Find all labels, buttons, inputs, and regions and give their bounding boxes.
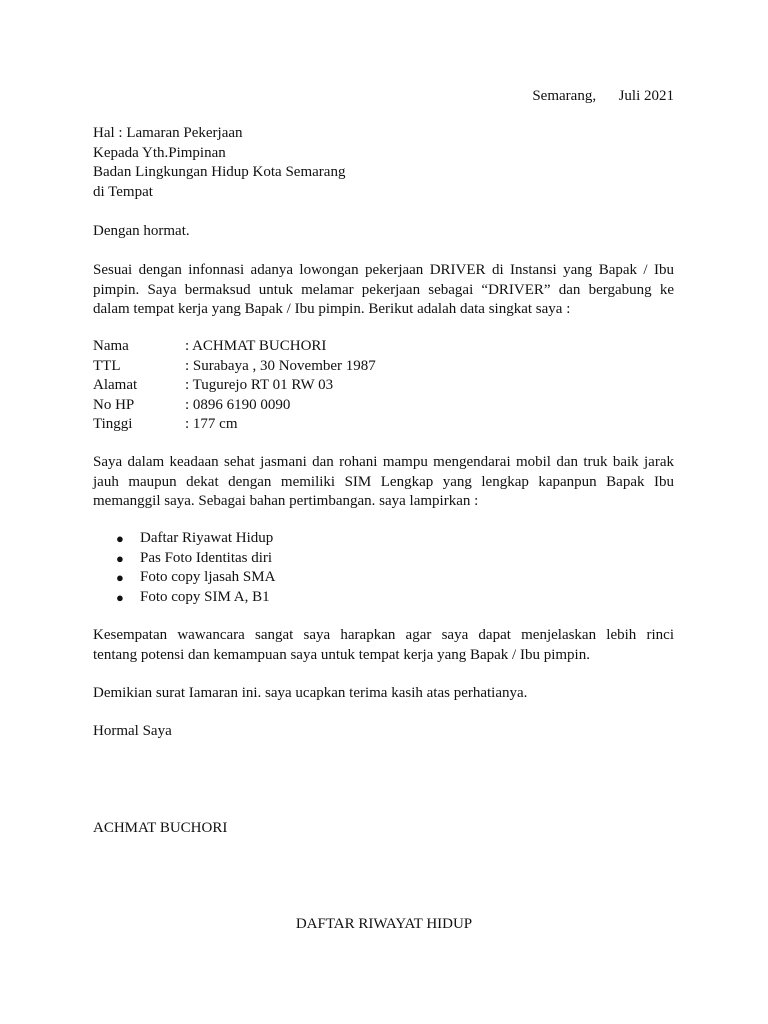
data-value: : ACHMAT BUCHORI: [185, 338, 327, 354]
data-value: : Surabaya , 30 November 1987: [185, 357, 376, 374]
attachment-list: [116, 529, 275, 607]
intro-line: Sesuai dengan infonnasi adanya lowongan pekerjaan DRIVER di Instansi yang Bapak / Ibu: [93, 262, 674, 278]
data-row-nama: [93, 337, 674, 357]
interview-paragraph: [93, 626, 674, 665]
data-value: : 177 cm: [185, 416, 238, 432]
intro-line: pimpin. Saya bermaksud untuk melamar pekerjaan sebagai “DRIVER” dan bergabung ke: [93, 281, 674, 298]
bullet-icon: ●: [116, 531, 124, 546]
data-key: No HP: [93, 396, 135, 413]
signature-block: [93, 819, 674, 839]
intro-paragraph: [93, 261, 674, 320]
list-item-label: Daftar Riyawat Hidup: [140, 530, 274, 546]
list-item-label: Foto copy SIM A, B1: [140, 588, 270, 605]
personal-data-table: [93, 337, 674, 435]
cv-section-title: DAFTAR RIWAYAT HIDUP: [295, 916, 473, 932]
interview-line: Kesempatan wawancara sangat saya harapkan agar saya dapat menjelaskan lebih rinci: [93, 627, 674, 643]
data-key: Nama: [93, 338, 129, 354]
data-value: : 0896 6190 0090: [185, 396, 291, 413]
list-item: [116, 588, 275, 608]
regards-line: Hormal Saya: [93, 723, 172, 739]
list-item-label: Foto copy ljasah SMA: [140, 569, 276, 585]
intro-line: dalam tempat kerja yang Bapak / Ibu pimpin. Berikut adalah data singkat saya :: [93, 301, 571, 317]
recipient-place: di Tempat: [93, 183, 153, 200]
subject-line: Hal : Lamaran Pekerjaan: [93, 125, 243, 141]
data-row-alamat: [93, 376, 674, 396]
list-item-label: Pas Foto Identitas diri: [140, 549, 273, 566]
data-row-ttl: [93, 357, 674, 377]
thanks-line: Demikian surat Iamaran ini. saya ucapkan terima kasih atas perhatianya.: [93, 685, 528, 701]
letter-date: Semarang, Juli 2021: [532, 88, 674, 104]
data-key: TTL: [93, 357, 121, 374]
list-item: [116, 549, 275, 569]
data-key: Tinggi: [93, 416, 133, 432]
recipient-block: [93, 124, 674, 202]
greeting-block: [93, 222, 674, 242]
health-paragraph: [93, 453, 674, 512]
health-line: memanggil saya. Sebagai bahan pertimbangan. saya lampirkan :: [93, 493, 479, 509]
signature-name: ACHMAT BUCHORI: [93, 820, 228, 836]
data-row-no-hp: [93, 396, 674, 416]
bullet-icon: ●: [116, 570, 124, 585]
list-item: [116, 529, 275, 549]
data-key: Alamat: [93, 377, 138, 393]
regards-block: [93, 722, 674, 742]
recipient-institution: Badan Lingkungan Hidup Kota Semarang: [93, 164, 346, 180]
list-item: [116, 568, 275, 588]
recipient-title: Kepada Yth.Pimpinan: [93, 144, 226, 161]
health-line: Saya dalam keadaan sehat jasmani dan rohani mampu mengendarai mobil dan truk baik jarak: [93, 454, 674, 470]
bullet-icon: ●: [116, 589, 124, 605]
closing-block: [93, 684, 674, 704]
bullet-icon: ●: [116, 550, 124, 566]
interview-line: tentang potensi dan kemampuan saya untuk tempat kerja yang Bapak / Ibu pimpin.: [93, 646, 590, 663]
health-line: jauh maupun dekat dengan memiliki SIM Lengkap yang lengkap kapanpun Bapak Ibu: [93, 473, 674, 490]
data-row-tinggi: [93, 415, 674, 435]
greeting: Dengan hormat.: [93, 223, 190, 239]
data-value: : Tugurejo RT 01 RW 03: [185, 377, 334, 393]
